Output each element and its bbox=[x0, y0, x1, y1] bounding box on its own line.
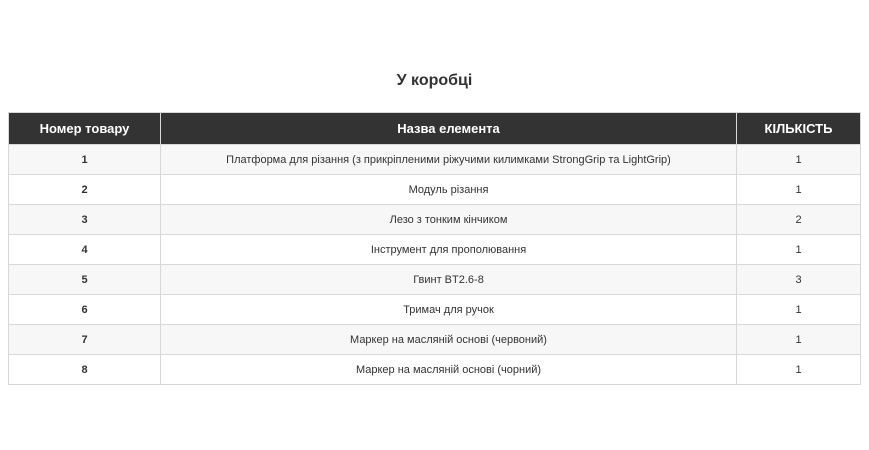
quantity-cell: 1 bbox=[737, 325, 861, 355]
item-number-cell: 7 bbox=[9, 325, 161, 355]
table-row bbox=[9, 355, 861, 385]
quantity-cell: 1 bbox=[737, 145, 861, 175]
quantity-cell: 1 bbox=[737, 235, 861, 265]
page-title: У коробці bbox=[396, 72, 473, 89]
quantity-cell: 1 bbox=[737, 295, 861, 325]
quantity-cell: 2 bbox=[737, 205, 861, 235]
item-name-cell: Тримач для ручок bbox=[161, 295, 737, 325]
table-header-row bbox=[9, 113, 861, 145]
table-row bbox=[9, 175, 861, 205]
item-number-cell: 8 bbox=[9, 355, 161, 385]
table-row bbox=[9, 145, 861, 175]
item-name-cell: Маркер на масляній основі (червоний) bbox=[161, 325, 737, 355]
quantity-cell: 1 bbox=[737, 355, 861, 385]
item-name-cell: Модуль різання bbox=[161, 175, 737, 205]
item-name-cell: Лезо з тонким кінчиком bbox=[161, 205, 737, 235]
table-row bbox=[9, 205, 861, 235]
header-quantity: КІЛЬКІСТЬ bbox=[737, 113, 861, 145]
item-name-cell: Маркер на масляній основі (чорний) bbox=[161, 355, 737, 385]
item-name-cell: Платформа для різання (з прикріпленими ріжучими килимками StrongGrip та LightGrip) bbox=[161, 145, 737, 175]
item-name-cell: Гвинт BT2.6-8 bbox=[161, 265, 737, 295]
item-number-cell: 4 bbox=[9, 235, 161, 265]
item-number-cell: 3 bbox=[9, 205, 161, 235]
quantity-cell: 1 bbox=[737, 175, 861, 205]
item-number-cell: 6 bbox=[9, 295, 161, 325]
table-row bbox=[9, 295, 861, 325]
item-number-cell: 5 bbox=[9, 265, 161, 295]
item-name-cell: Інструмент для прополювання bbox=[161, 235, 737, 265]
header-item-name: Назва елемента bbox=[161, 113, 737, 145]
box-contents-table bbox=[8, 112, 861, 385]
table-row bbox=[9, 265, 861, 295]
table-row bbox=[9, 235, 861, 265]
item-number-cell: 1 bbox=[9, 145, 161, 175]
quantity-cell: 3 bbox=[737, 265, 861, 295]
table-row bbox=[9, 325, 861, 355]
item-number-cell: 2 bbox=[9, 175, 161, 205]
header-item-number: Номер товару bbox=[9, 113, 161, 145]
